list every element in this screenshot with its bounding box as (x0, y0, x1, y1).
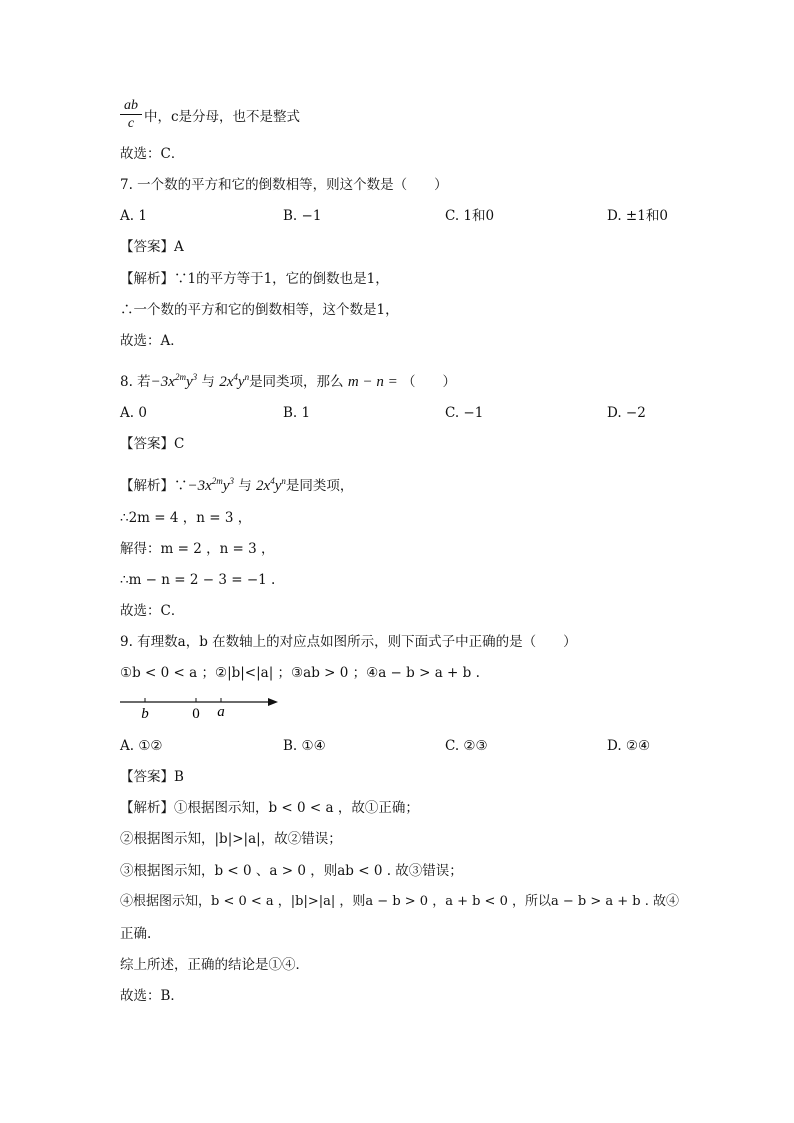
q8-and: 与 (201, 374, 215, 390)
a8-prefix: 【解析】∵ (120, 478, 188, 494)
q8-prefix: 8. 若 (120, 374, 151, 390)
analysis-9-line2: ②根据图示知，|b|>|a|，故②错误； (120, 831, 342, 847)
q8-post: 是同类项，那么 (249, 374, 344, 390)
arrow-right-icon (268, 698, 278, 706)
q7-option-d: D. ±1和0 (607, 208, 668, 224)
analysis-8-line3: 解得：m = 2 ，n = 3 ， (120, 541, 275, 557)
analysis-9-line7: 故选：B． (120, 988, 184, 1004)
q9-option-b: B. ①④ (283, 738, 326, 754)
analysis-9-line3: ③根据图示知，b < 0 、a > 0 ，则ab < 0 . 故③错误； (120, 863, 463, 879)
fraction-ab-over-c (120, 98, 142, 131)
a8-term1-coef: −3x (187, 478, 212, 494)
q9-option-d: D. ②④ (607, 738, 651, 754)
analysis-9-line5: 正确. (120, 926, 152, 942)
label-a: a (217, 704, 225, 720)
q8-option-d: D. −2 (607, 405, 646, 421)
fraction-numerator: ab (124, 98, 138, 113)
question-9-statements: ①b < 0 < a ；②|b|<|a| ；③ab > 0 ；④a − b > a + b . (120, 665, 480, 681)
analysis-8-line5: 故选：C． (120, 603, 185, 619)
q8-bracket: （ ） (401, 374, 456, 390)
q7-option-c: C. 1和0 (445, 208, 495, 224)
q8-term2-var: y (237, 374, 245, 390)
a8-term1-exp1: 2m (211, 476, 223, 486)
analysis-7-line1: 【解析】∵1的平方等于1，它的倒数也是1， (120, 271, 389, 287)
q8-expression: m − n = (347, 374, 398, 390)
q8-option-a: A. 0 (120, 405, 147, 421)
a8-post: 是同类项， (285, 478, 354, 494)
answer-9: 【答案】B (120, 769, 184, 785)
analysis-9-line6: 综上所述，正确的结论是①④． (120, 957, 309, 973)
analysis-8-line4: ∴m − n = 2 − 3 = −1 . (120, 572, 276, 588)
line-choose-c-prev: 故选：C． (120, 146, 185, 162)
q8-option-b: B. 1 (283, 405, 311, 421)
analysis-9-line4: ④根据图示知，b < 0 < a ，|b|>|a| ，则a − b > 0 ，a + b < 0 ，所以a − b > a + b . 故④ (120, 894, 680, 909)
label-b: b (141, 706, 149, 722)
analysis-8-line2: ∴2m = 4 ，n = 3 ， (120, 510, 252, 526)
analysis-9-line1: 【解析】①根据图示知，b < 0 < a ，故①正确； (120, 800, 419, 816)
analysis-7-line2: ∴一个数的平方和它的倒数相等，这个数是1， (120, 302, 399, 318)
analysis-8-line1 (120, 472, 353, 495)
a8-term2-exp1: 4 (270, 476, 275, 486)
answer-7: 【答案】A (120, 239, 184, 255)
q8-term2-exp2: n (244, 372, 250, 382)
question-7: 7. 一个数的平方和它的倒数相等，则这个数是（ ） (120, 177, 448, 193)
question-9: 9. 有理数a，b 在数轴上的对应点如图所示，则下面式子中正确的是（ ） (120, 634, 577, 650)
a8-term2-exp2: n (281, 476, 286, 486)
analysis-7-line3: 故选：A． (120, 333, 184, 349)
number-line-figure (118, 692, 283, 726)
q9-option-a: A. ①② (120, 738, 163, 754)
answer-8: 【答案】C (120, 436, 185, 452)
q8-option-c: C. −1 (445, 405, 484, 421)
q9-option-c: C. ②③ (445, 738, 488, 754)
label-zero: 0 (192, 706, 200, 722)
q8-term2-coef: 2x (219, 374, 234, 390)
a8-term2-coef: 2x (256, 478, 271, 494)
a8-term1-var: y (222, 478, 230, 494)
line-not-polynomial-note: 中，c是分母，也不是整式 (144, 109, 301, 125)
fraction-bar (120, 114, 142, 115)
q8-term1-exp1: 2m (174, 372, 186, 382)
q8-term1-exp2: 3 (192, 372, 198, 382)
a8-term1-exp2: 3 (229, 476, 234, 486)
fraction-denominator: c (127, 116, 135, 131)
q8-term2-exp1: 4 (233, 372, 238, 382)
q7-option-b: B. −1 (283, 208, 322, 224)
question-8 (120, 368, 456, 391)
a8-and: 与 (238, 478, 252, 494)
q7-option-a: A. 1 (120, 208, 147, 224)
q8-term1-coef: −3x (150, 374, 175, 390)
a8-term2-var: y (274, 478, 282, 494)
q8-term1-var: y (185, 374, 193, 390)
